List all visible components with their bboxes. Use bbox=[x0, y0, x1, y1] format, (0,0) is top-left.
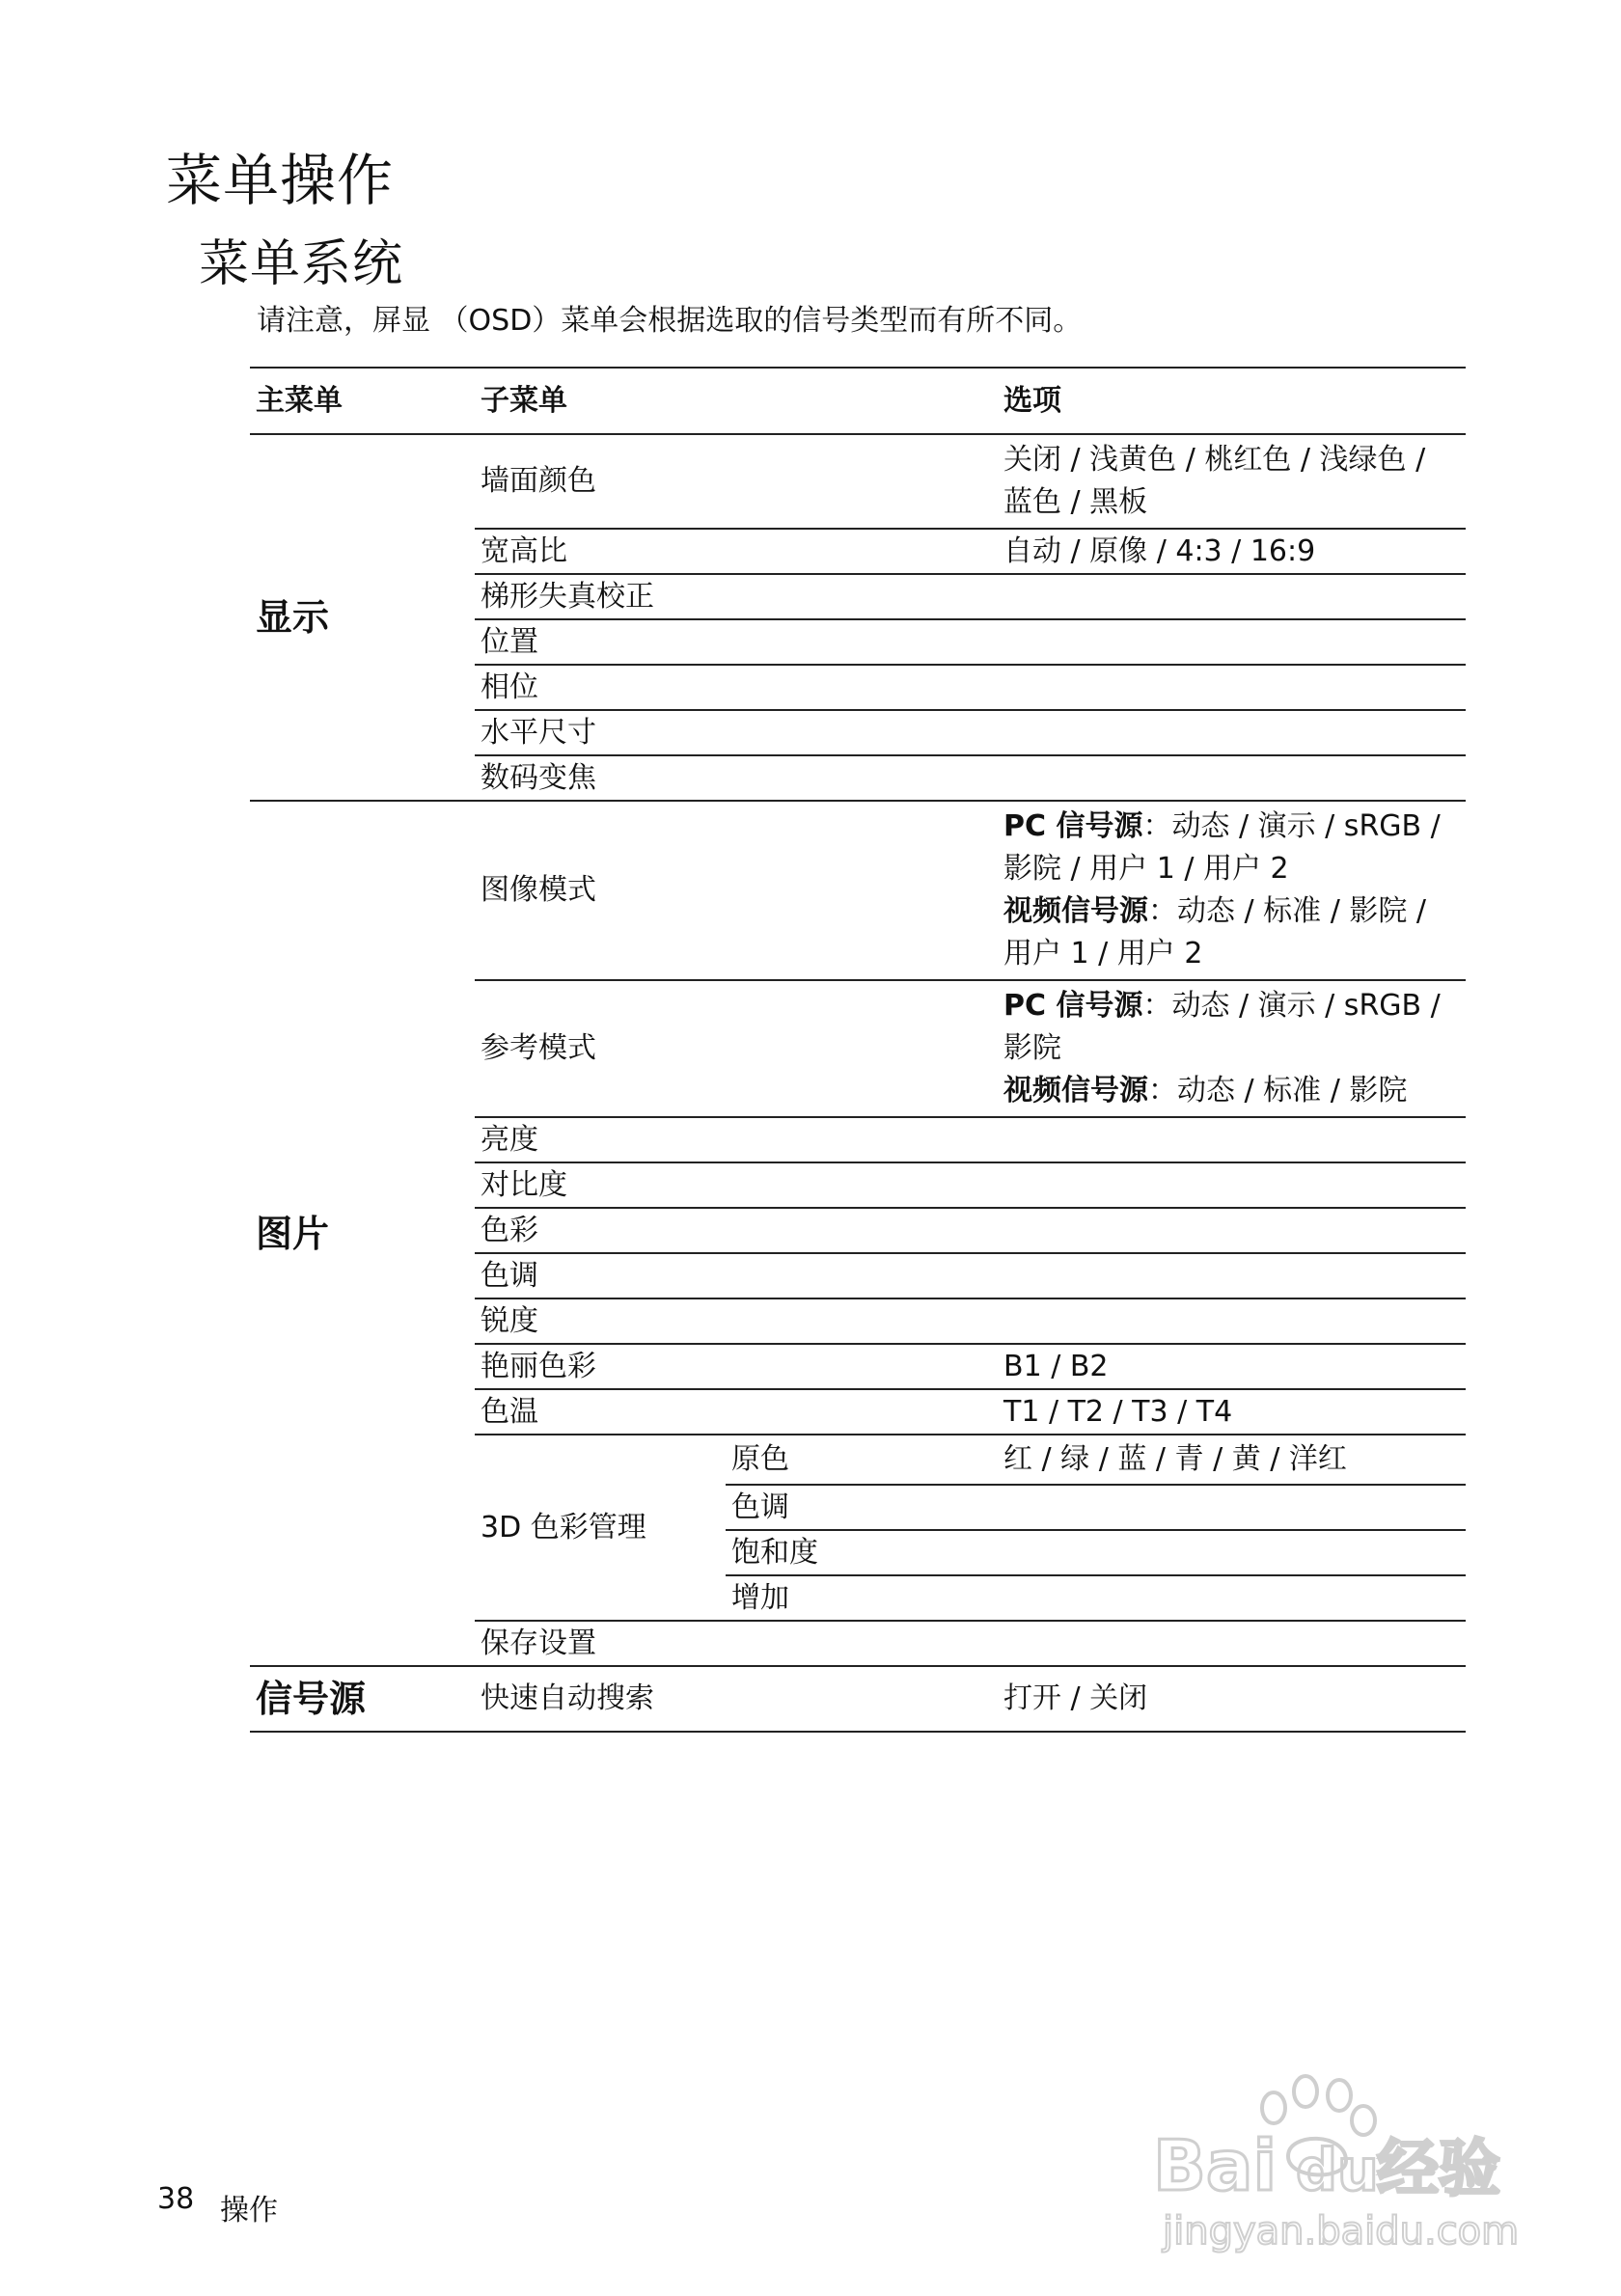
main-menu-source: 信号源 bbox=[250, 1666, 475, 1732]
option-cell bbox=[998, 665, 1466, 710]
option-line: 蓝色 / 黑板 bbox=[1003, 485, 1148, 519]
pc-source-label: PC 信号源 bbox=[1003, 809, 1143, 843]
option-text: ：动态 / 标准 / 影院 bbox=[1148, 1074, 1408, 1107]
submenu-item: 色温 bbox=[475, 1389, 998, 1435]
option-cell: 打开 / 关闭 bbox=[998, 1666, 1466, 1732]
option-line: 影院 / 用户 1 / 用户 2 bbox=[1003, 852, 1289, 886]
option-cell: B1 / B2 bbox=[998, 1344, 1466, 1389]
submenu-item: 水平尺寸 bbox=[475, 710, 998, 755]
submenu-item: 梯形失真校正 bbox=[475, 574, 998, 619]
option-text: ：动态 / 标准 / 影院 / bbox=[1148, 894, 1427, 928]
submenu-item: 艳丽色彩 bbox=[475, 1344, 998, 1389]
submenu-item: 相位 bbox=[475, 665, 998, 710]
submenu-item: 保存设置 bbox=[475, 1621, 998, 1666]
submenu-item: 墙面颜色 bbox=[475, 434, 998, 529]
video-source-label: 视频信号源 bbox=[1003, 1074, 1148, 1107]
submenu-item: 宽高比 bbox=[475, 529, 998, 574]
main-menu-display: 显示 bbox=[250, 434, 475, 801]
option-cell: 红 / 绿 / 蓝 / 青 / 黄 / 洋红 bbox=[998, 1435, 1466, 1485]
watermark-brand2: du bbox=[1296, 2137, 1379, 2204]
sub-submenu-item: 饱和度 bbox=[726, 1530, 998, 1575]
page-number: 38 bbox=[157, 2182, 195, 2216]
table-row bbox=[250, 801, 1466, 980]
submenu-item: 快速自动搜索 bbox=[475, 1666, 998, 1732]
header-options: 选项 bbox=[998, 368, 1466, 434]
sub-submenu-item: 增加 bbox=[726, 1575, 998, 1621]
sub-submenu-item: 原色 bbox=[726, 1435, 998, 1485]
option-cell bbox=[998, 1621, 1466, 1666]
main-menu-picture: 图片 bbox=[250, 801, 475, 1666]
option-cell bbox=[998, 1530, 1466, 1575]
option-cell bbox=[998, 1162, 1466, 1208]
option-line bbox=[1003, 985, 1466, 1027]
table-row bbox=[250, 434, 1466, 529]
intro-text: 请注意，屏显 （OSD）菜单会根据选取的信号类型而有所不同。 bbox=[257, 304, 1083, 338]
video-source-label: 视频信号源 bbox=[1003, 894, 1148, 928]
submenu-item: 3D 色彩管理 bbox=[475, 1435, 726, 1621]
option-cell bbox=[998, 1117, 1466, 1162]
submenu-item: 色彩 bbox=[475, 1208, 998, 1253]
option-cell bbox=[998, 755, 1466, 801]
option-line bbox=[1003, 806, 1466, 848]
option-cell bbox=[998, 574, 1466, 619]
submenu-item: 参考模式 bbox=[475, 980, 998, 1117]
watermark-url: jingyan.baidu.com bbox=[1163, 2209, 1520, 2254]
header-submenu: 子菜单 bbox=[475, 368, 998, 434]
option-cell bbox=[998, 1208, 1466, 1253]
option-cell bbox=[998, 434, 1466, 529]
section-heading: 菜单系统 bbox=[199, 235, 404, 293]
option-line: 用户 1 / 用户 2 bbox=[1003, 937, 1203, 970]
menu-table bbox=[250, 367, 1466, 1733]
baidu-jingyan-watermark bbox=[1153, 2055, 1539, 2257]
option-cell bbox=[998, 1253, 1466, 1298]
submenu-item: 对比度 bbox=[475, 1162, 998, 1208]
option-cell: T1 / T2 / T3 / T4 bbox=[998, 1389, 1466, 1435]
option-line: 关闭 / 浅黄色 / 桃红色 / 浅绿色 / bbox=[1003, 443, 1426, 477]
table-header-row bbox=[250, 368, 1466, 434]
page-heading: 菜单操作 bbox=[166, 148, 395, 213]
watermark-cn: 经验 bbox=[1377, 2134, 1500, 2205]
option-cell bbox=[998, 1575, 1466, 1621]
footer-section: 操作 bbox=[220, 2194, 278, 2228]
submenu-item: 色调 bbox=[475, 1253, 998, 1298]
watermark-brand: Bai bbox=[1153, 2125, 1278, 2206]
header-main-menu: 主菜单 bbox=[250, 368, 475, 434]
sub-submenu-item: 色调 bbox=[726, 1485, 998, 1530]
option-cell bbox=[998, 1298, 1466, 1344]
table-row bbox=[250, 1666, 1466, 1732]
option-cell bbox=[998, 619, 1466, 665]
option-text: ：动态 / 演示 / sRGB / bbox=[1142, 809, 1441, 843]
pc-source-label: PC 信号源 bbox=[1003, 989, 1143, 1023]
option-line bbox=[1003, 890, 1466, 933]
option-line bbox=[1003, 1070, 1466, 1112]
submenu-item: 图像模式 bbox=[475, 801, 998, 980]
option-cell: 自动 / 原像 / 4:3 / 16:9 bbox=[998, 529, 1466, 574]
option-text: ：动态 / 演示 / sRGB / bbox=[1142, 989, 1441, 1023]
option-line: 影院 bbox=[1003, 1031, 1061, 1065]
option-cell bbox=[998, 801, 1466, 980]
submenu-item: 位置 bbox=[475, 619, 998, 665]
submenu-item: 亮度 bbox=[475, 1117, 998, 1162]
option-cell bbox=[998, 1485, 1466, 1530]
submenu-item: 数码变焦 bbox=[475, 755, 998, 801]
option-cell bbox=[998, 980, 1466, 1117]
option-cell bbox=[998, 710, 1466, 755]
submenu-item: 锐度 bbox=[475, 1298, 998, 1344]
